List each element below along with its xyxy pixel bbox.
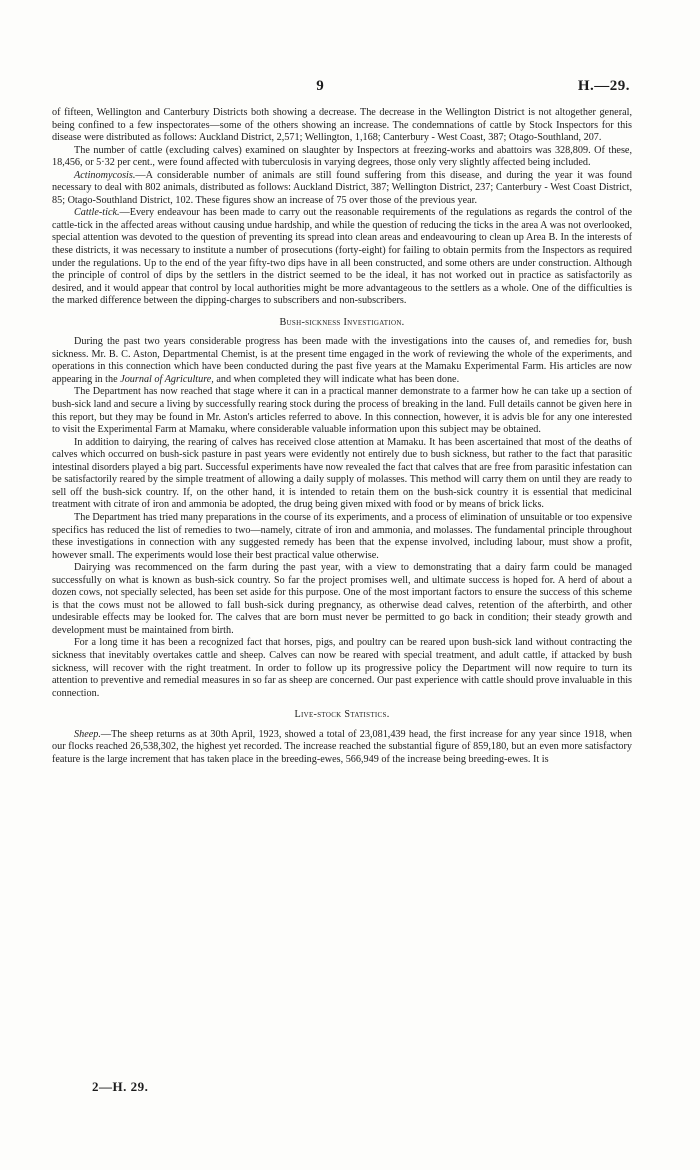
document-code: H.—29. [577, 78, 630, 94]
body-text [52, 107, 632, 766]
paragraph-bush-demonstration: The Department has now reached that stage where it can in a practical manner demonstrate to a farmer how he can take up a section of bush-sick land and secure a living by successfully rearing stock during the process of breaking in the land. Full details cannot be given here in this report, but they may be found in Mr. Aston's articles referred to above. In this connection, however, it is advis ble for any one interested to visit the Experimental Farm at Mamaku, where considerable valuable information upon this subject may be obtained. [52, 386, 632, 436]
heading-bush-sickness: Bush-sickness Investigation. [279, 316, 405, 328]
paragraph-slaughter-examination: The number of cattle (excluding calves) examined on slaughter by Inspectors at freezing-works and abattoirs was 328,809. Of these, 18,456, or 5·32 per cent., were found affected with tuberculosis in varying degrees, those only very slightly affected being included. [52, 144, 632, 169]
paragraph-tuberculosis-continued: of fifteen, Wellington and Canterbury Districts both showing a decrease. The decrease in the Wellington District is not altogether general, being confined to a few inspectorates—some of the others showing an increase. The condemnations of cattle by Stock Inspectors for this disease were distributed as follows: Auckland District, 2,571; Wellington, 1,168; Canterbury - West Coast, 387; Otago-Southland, 207. [52, 107, 632, 144]
sheep-lead: Sheep. [74, 728, 101, 740]
paragraph-bush-progress [52, 336, 632, 386]
journal-title: Journal of Agriculture, [120, 373, 214, 385]
paragraph-horses-pigs-poultry: For a long time it has been a recognized fact that horses, pigs, and poultry can be reared upon bush-sick land without contracting the sickness that inevitably overtakes cattle and sheep. Calves can now be reared with special treatment, and adult cattle, if attacked by bush sickness, will recover with the right treatment. In order to follow up its progressive policy the Department will now require to turn its attention to preventive and remedial measures in so far as sheep are concerned. Our past experience with cattle should prove invaluable in this connection. [52, 637, 632, 699]
signature-mark: 2—H. 29. [92, 1079, 149, 1094]
actinomycosis-text: —A considerable number of animals are still found suffering from this disease, and during the year it was found necessary to deal with 802 animals, distributed as follows: Auckland District, 387; Wellington District, 237; Canterbury - West Coast District, 85; Otago-Southland District, 102. These figures show an increase of 75 over those of the previous year. [52, 169, 632, 206]
paragraph-actinomycosis [52, 170, 632, 208]
page-header [0, 78, 700, 98]
paragraph-remedies: The Department has tried many preparations in the course of its experiments, and a process of elimination of unsuitable or too expensive specifics has reduced the list of remedies to two—namely, citrate of iron and ammonia, and molasses. The fundamental principle throughout these investigations in connection with any suggested remedy has been that the expense involved, including labour, must show a profit, however small. The experiments would lose their best practical value otherwise. [52, 511, 632, 561]
paragraph-cattle-tick [52, 207, 632, 307]
bush-progress-text-b: and when completed they will indicate what has been done. [213, 373, 460, 385]
paragraph-dairying: Dairying was recommenced on the farm during the past year, with a view to demonstrating that a dairy farm could be managed successfully on what is known as bush-sick country. So far the project promises well, and ultimate success is hoped for. A herd of about a dozen cows, not specially selected, has been set aside for this purpose. One of the most important factors to ensure the success of this scheme is that the cows must not be allowed to fall bush-sick during pregnancy, as otherwise dead calves, retention of the afterbirth, and other undesirable effects may be looked for. The calves that are born must never be permitted to go back in condition; their steady growth and development must be maintained from birth. [52, 562, 632, 636]
page-number: 9 [316, 78, 324, 94]
cattle-tick-lead: Cattle-tick. [74, 207, 120, 219]
bush-progress-text-a: During the past two years considerable progress has been made with the investigations into the causes of, and remedies for, bush sickness. Mr. B. C. Aston, Departmental Chemist, is at the present time engaged in the work of reviewing the whole of the experiments, and operations in this connection which have been conducted during the past five years at the Mamaku Experimental Farm. His articles are now appearing in the [52, 336, 632, 385]
actinomycosis-lead: Actinomycosis. [74, 169, 136, 181]
heading-live-stock: Live-stock Statistics. [294, 709, 390, 721]
paragraph-calf-rearing: In addition to dairying, the rearing of calves has received close attention at Mamaku. It has been ascertained that most of the deaths of calves which occurred on bush-sick pasture in past years were evidently not entirely due to bush sickness, but rather to the fact that parasitic intestinal disorders played a big part. Successful experiments have now revealed the fact that calves that are free from parasitic infestation can be satisfactorily reared by the simple treatment of allowing a daily supply of molasses. This method will carry them on until they are ready to sell off the bush-sick country. If, on the other hand, it is intended to retain them on the bush-sick country it is essential that medicinal treatment with citrate of iron and ammonia be adopted, the drug being given mixed with food or by means of brick licks. [52, 436, 632, 511]
cattle-tick-text: —Every endeavour has been made to carry out the reasonable requirements of the regulations as regards the control of the cattle-tick in the affected areas without causing undue hardship, and while the question of reducing the ticks in the area A was not overlooked, special attention was devoted to the question of preventing its spread into clean areas and endeavouring to clean up Area B. In the interests of these districts, it was necessary to institute a number of prosecutions (forty-eight) for failing to obtain permits from the Inspectors as required under the regulations. Up to the end of the year fifty-two dips have in all been constructed, and some others are under construction. Although the principle of control of dips by the settlers in the district seemed to be the ideal, it has not worked out in practice as satisfactorily as desired, and it would appear that control by local authorities might be more advantageous to the settlers as a whole. One of the difficulties is the marked difference between the dipping-charges to subscribers and non-subscribers. [52, 207, 632, 307]
sheep-text: —The sheep returns as at 30th April, 1923, showed a total of 23,081,439 head, the first increase for any year since 1918, when our flocks reached 26,538,302, the highest yet recorded. The increase reached the substantial figure of 859,180, but an even more satisfactory feature is the large increment that has taken place in the breeding-ewes, 566,949 of the increase being breeding-ewes. It is [52, 728, 632, 765]
paragraph-sheep [52, 729, 632, 767]
